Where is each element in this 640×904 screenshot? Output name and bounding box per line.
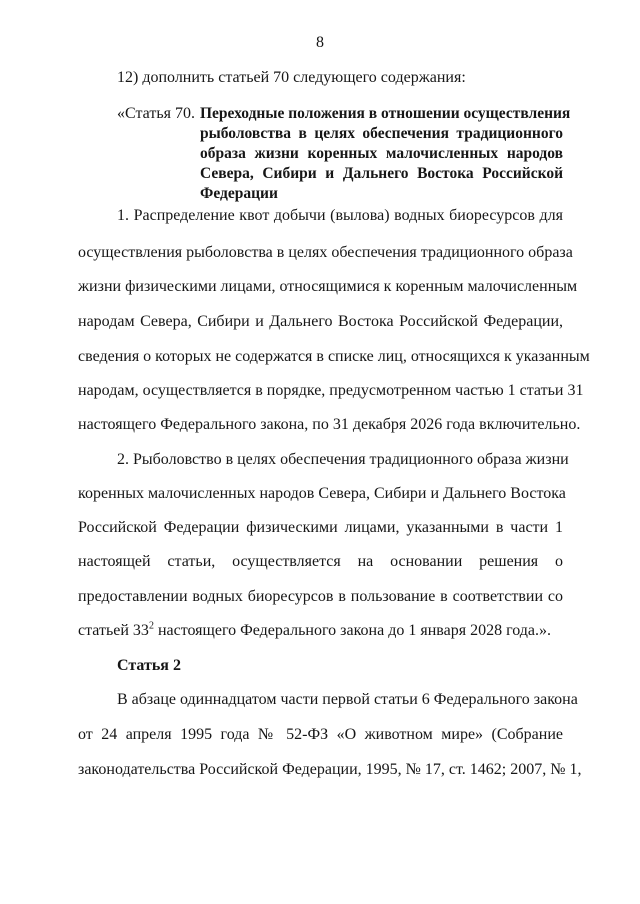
- paragraph-1-line: сведения о которых не содержатся в списке лиц, относящихся к указанным: [78, 348, 590, 365]
- superscript-2: 2: [148, 620, 154, 632]
- article-70-title-line: Севера, Сибири и Дальнего Востока Российской: [200, 165, 563, 182]
- paragraph-1-line: народам, осуществляется в порядке, предусмотренном частью 1 статьи 31: [78, 382, 584, 399]
- paragraph-3-line: законодательства Российской Федерации, 1995, № 17, ст. 1462; 2007, № 1,: [78, 761, 582, 778]
- paragraph-2-line: предоставлении водных биоресурсов в пользование в соответствии со: [78, 588, 563, 605]
- paragraph-1-line: 1. Распределение квот добычи (вылова) водных биоресурсов для: [117, 207, 563, 224]
- article-70-title: [200, 104, 571, 204]
- paragraph-2-last-before: статьей 33: [78, 622, 149, 639]
- paragraph-1-line: настоящего Федерального закона, по 31 декабря 2026 года включительно.: [78, 416, 581, 433]
- article-70-label: «Статья 70.: [117, 105, 195, 122]
- article-70-title-line: рыболовства в целях обеспечения традиционного: [200, 125, 563, 142]
- paragraph-3-line: В абзаце одиннадцатом части первой статьи 6 Федерального закона: [117, 691, 578, 708]
- paragraph-1-line: народам Севера, Сибири и Дальнего Востока Российской Федерации,: [78, 313, 563, 330]
- paragraph-2-last-line: [78, 621, 551, 641]
- paragraph-2-last-after: настоящего Федерального закона до 1 января 2028 года.».: [153, 622, 552, 639]
- article-2-heading: Статья 2: [117, 657, 181, 674]
- article-70-title-line: Переходные положения в отношении осуществления: [200, 105, 571, 122]
- paragraph-2-line: 2. Рыболовство в целях обеспечения традиционного образа жизни: [117, 451, 569, 468]
- paragraph-2-line: Российской Федерации физическими лицами, указанными в части 1: [78, 519, 563, 536]
- page-number: 8: [316, 34, 324, 51]
- paragraph-2-line: настоящей статьи, осуществляется на основании решения о: [78, 553, 563, 570]
- paragraph-1-line: осуществления рыболовства в целях обеспечения традиционного образа: [78, 244, 573, 261]
- paragraph-2-line: коренных малочисленных народов Севера, Сибири и Дальнего Востока: [78, 485, 566, 502]
- item-12-intro: 12) дополнить статьей 70 следующего содержания:: [117, 69, 466, 86]
- paragraph-1-line: жизни физическими лицами, относящимися к коренным малочисленным: [78, 278, 578, 295]
- paragraph-3-line: от 24 апреля 1995 года № 52-ФЗ «О животном мире» (Собрание: [78, 726, 563, 743]
- article-70-title-line: образа жизни коренных малочисленных народов: [200, 145, 563, 162]
- article-70-title-line: Федерации: [200, 185, 278, 202]
